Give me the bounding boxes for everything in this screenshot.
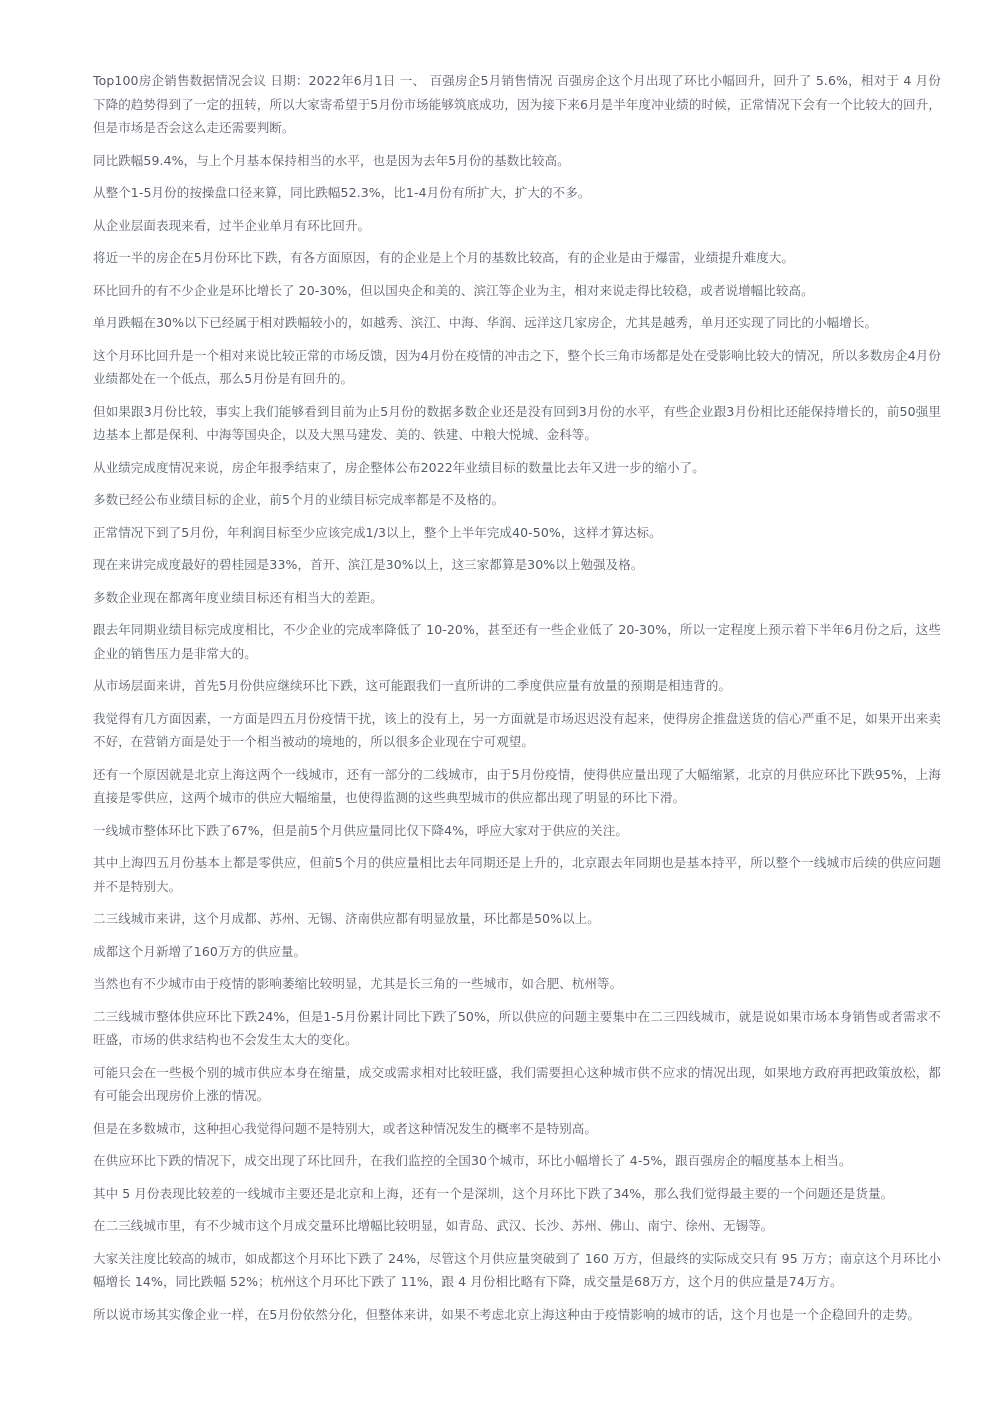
paragraph-8: 这个月环比回升是一个相对来说比较正常的市场反馈，因为4月份在疫情的冲击之下，整个长三角市场都是处在受影响比较大的情况，所以多数房企4月份业绩都处在一个低点，那么5月份是有回升的。 <box>93 347 941 386</box>
paragraph-19: 一线城市整体环比下跌了67%，但是前5个月供应量同比仅下降4%，呼应大家对于供应的关注。 <box>93 822 628 838</box>
paragraph-25: 可能只会在一些极个别的城市供应本身在缩量，成交或需求相对比较旺盛，我们需要担心这种城市供不应求的情况出现，如果地方政府再把政策放松，都有可能会出现房价上涨的情况。 <box>93 1064 941 1103</box>
paragraph-14: 多数企业现在都离年度业绩目标还有相当大的差距。 <box>93 589 383 605</box>
paragraph-1: Top100房企销售数据情况会议 日期：2022年6月1日 一、 百强房企5月销售情况 百强房企这个月出现了环比小幅回升，回升了 5.6%，相对于 4 月份下降的趋势得到了一定的扭转，所以大家寄希望于5月份市场能够筑底成功，因为接下来6月是半年度冲业绩的时候，正常情况下会有一个比较大的回升，但是市场是否会这么走还需要判断。 <box>93 73 941 135</box>
paragraph-11: 多数已经公布业绩目标的企业，前5个月的业绩目标完成率都是不及格的。 <box>93 492 505 507</box>
paragraph-16: 从市场层面来讲，首先5月份供应继续环比下跌，这可能跟我们一直所讲的二季度供应量有放量的预期是相违背的。 <box>93 678 732 693</box>
paragraph-29: 在二三线城市里，有不少城市这个月成交量环比增幅比较明显，如青岛、武汉、长沙、苏州、佛山、南宁、徐州、无锡等。 <box>93 1218 774 1233</box>
paragraph-6: 环比回升的有不少企业是环比增长了 20-30%，但以国央企和美的、滨江等企业为主，相对来说走得比较稳，或者说增幅比较高。 <box>93 282 814 298</box>
paragraph-30: 大家关注度比较高的城市，如成都这个月环比下跌了 24%，尽管这个月供应量突破到了 160 万方，但最终的实际成交只有 95 万方；南京这个月环比小幅增长 14%，同比跌幅 52%；杭州这个月环比下跌了 11%，跟 4 月份相比略有下降，成交量是68万方，这个月的供应量是74万方。 <box>93 1250 941 1289</box>
paragraph-7: 单月跌幅在30%以下已经属于相对跌幅较小的，如越秀、滨江、中海、华润、远洋这几家房企，尤其是越秀，单月还实现了同比的小幅增长。 <box>93 315 878 330</box>
paragraph-2: 同比跌幅59.4%，与上个月基本保持相当的水平，也是因为去年5月份的基数比较高。 <box>93 152 570 168</box>
paragraph-22: 成都这个月新增了160万方的供应量。 <box>93 943 307 959</box>
paragraph-24: 二三线城市整体供应环比下跌24%，但是1-5月份累计同比下跌了50%，所以供应的问题主要集中在二三四线城市，就是说如果市场本身销售或者需求不旺盛，市场的供求结构也不会发生太大的变化。 <box>93 1008 941 1047</box>
paragraph-4: 从企业层面表现来看，过半企业单月有环比回升。 <box>93 217 371 233</box>
paragraph-10: 从业绩完成度情况来说，房企年报季结束了，房企整体公布2022年业绩目标的数量比去年又进一步的缩小了。 <box>93 459 705 475</box>
paragraph-26: 但是在多数城市，这种担心我觉得问题不是特别大，或者这种情况发生的概率不是特别高。 <box>93 1120 598 1136</box>
paragraph-12: 正常情况下到了5月份，年利润目标至少应该完成1/3以上，整个上半年完成40-50%，这样才算达标。 <box>93 524 662 540</box>
paragraph-18: 还有一个原因就是北京上海这两个一线城市，还有一部分的二线城市，由于5月份疫情，使得供应量出现了大幅缩紧，北京的月供应环比下跌95%，上海直接是零供应，这两个城市的供应大幅缩量，也使得监测的这些典型城市的供应都出现了明显的环比下滑。 <box>93 766 941 805</box>
paragraph-17: 我觉得有几方面因素，一方面是四五月份疫情干扰，该上的没有上，另一方面就是市场迟迟没有起来，使得房企推盘送货的信心严重不足，如果开出来卖不好，在营销方面是处于一个相当被动的境地的，所以很多企业现在宁可观望。 <box>93 710 941 749</box>
paragraph-20: 其中上海四五月份基本上都是零供应，但前5个月的供应量相比去年同期还是上升的，北京跟去年同期也是基本持平，所以整个一线城市后续的供应问题并不是特别大。 <box>93 855 941 894</box>
paragraph-21: 二三线城市来讲，这个月成都、苏州、无锡、济南供应都有明显放量，环比都是50%以上。 <box>93 911 600 926</box>
paragraph-9: 但如果跟3月份比较，事实上我们能够看到目前为止5月份的数据多数企业还是没有回到3月份的水平，有些企业跟3月份相比还能保持增长的，前50强里边基本上都是保利、中海等国央企，以及大黑马建发、美的、铁建、中粮大悦城、金科等。 <box>93 403 941 442</box>
document-body <box>93 69 941 1335</box>
paragraph-5: 将近一半的房企在5月份环比下跌，有各方面原因，有的企业是上个月的基数比较高，有的企业是由于爆雷，业绩提升难度大。 <box>93 250 795 265</box>
paragraph-31: 所以说市场其实像企业一样，在5月份依然分化，但整体来讲，如果不考虑北京上海这种由于疫情影响的城市的话，这个月也是一个企稳回升的走势。 <box>93 1306 921 1322</box>
paragraph-23: 当然也有不少城市由于疫情的影响萎缩比较明显，尤其是长三角的一些城市，如合肥、杭州等。 <box>93 976 623 991</box>
paragraph-28: 其中 5 月份表现比较差的一线城市主要还是北京和上海，还有一个是深圳，这个月环比下跌了34%，那么我们觉得最主要的一个问题还是货量。 <box>93 1185 894 1201</box>
paragraph-15: 跟去年同期业绩目标完成度相比，不少企业的完成率降低了 10-20%，甚至还有一些企业低了 20-30%，所以一定程度上预示着下半年6月份之后，这些企业的销售压力是非常大的。 <box>93 622 941 661</box>
paragraph-27: 在供应环比下跌的情况下，成交出现了环比回升，在我们监控的全国30个城市，环比小幅增长了 4-5%，跟百强房企的幅度基本上相当。 <box>93 1153 852 1168</box>
paragraph-3: 从整个1-5月份的按操盘口径来算，同比跌幅52.3%，比1-4月份有所扩大，扩大的不多。 <box>93 185 591 200</box>
paragraph-13: 现在来讲完成度最好的碧桂园是33%，首开、滨江是30%以上，这三家都算是30%以上勉强及格。 <box>93 557 644 572</box>
